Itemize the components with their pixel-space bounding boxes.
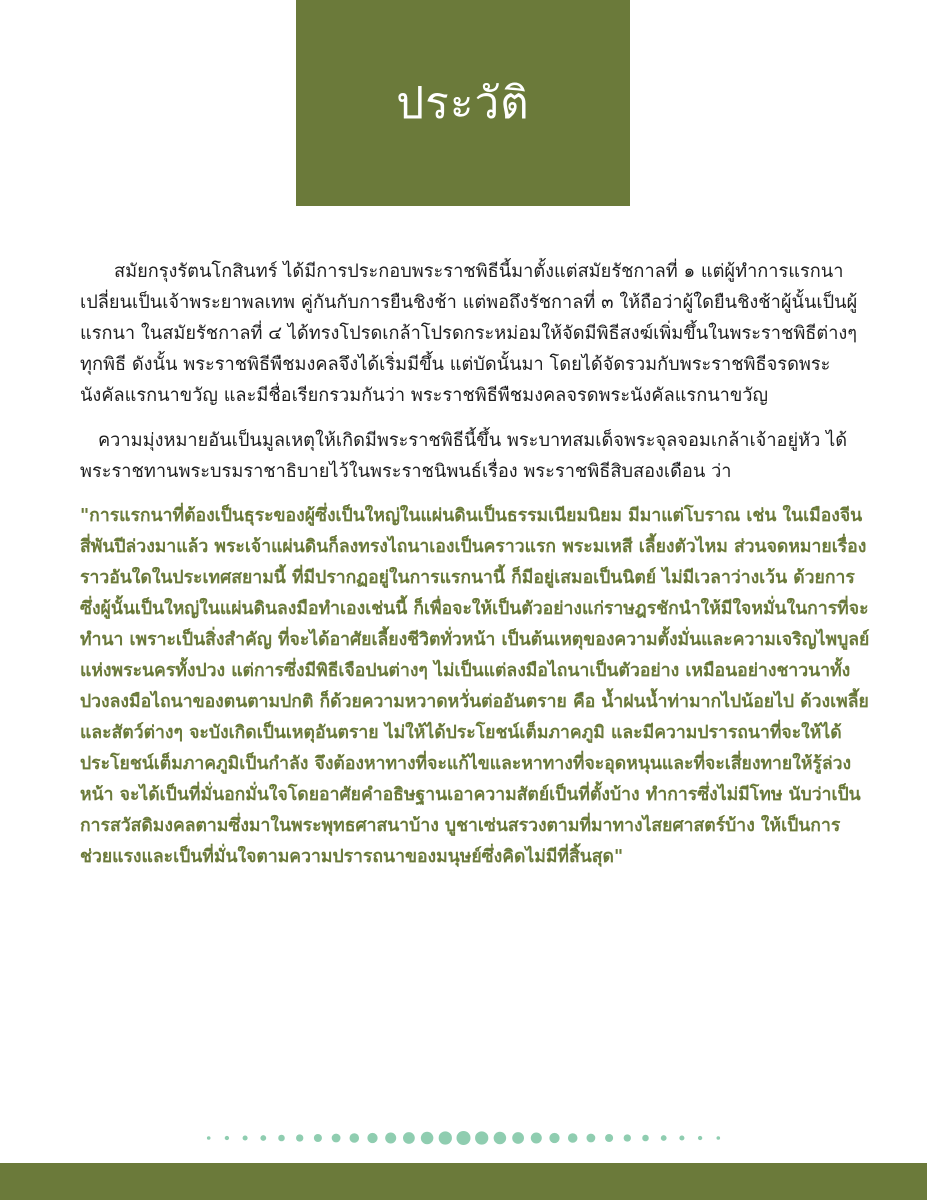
- divider-dot: [207, 1136, 211, 1140]
- history-paragraph-2: ความมุ่งหมายอันเป็นมูลเหตุให้เกิดมีพระราชพิธีนี้ขึ้น พระบาทสมเด็จพระจุลจอมเกล้าเจ้าอยู่หัว ได้พระราชทานพระบรมราชาธิบายไว้ในพระราชนิพนธ์เรื่อง พระราชพิธีสิบสองเดือน ว่า: [80, 430, 848, 482]
- divider-dot: [494, 1132, 507, 1145]
- divider-dot: [225, 1136, 229, 1140]
- page-title: ประวัติ: [396, 78, 530, 129]
- divider-dot: [278, 1135, 285, 1142]
- divider-dot: [332, 1134, 341, 1143]
- divider-dot: [314, 1134, 322, 1142]
- divider-dot: [698, 1136, 702, 1140]
- divider-dot: [243, 1135, 248, 1140]
- divider-dot: [385, 1132, 396, 1143]
- divider-dot: [605, 1134, 613, 1142]
- royal-quote: "การแรกนาที่ต้องเป็นธุระของผู้ซึ่งเป็นใหญ่ในแผ่นดินเป็นธรรมเนียมนิยม มีมาแต่โบราณ เช่น ในเมืองจีนสี่พันปีล่วงมาแล้ว พระเจ้าแผ่นดินก็ลงทรงไถนาเองเป็นคราวแรก พระมเหสี เลี้ยงตัวไหม ส่วนจดหมายเรื่องราวอันใดในประเทศสยามนี้ ที่มีปรากฏอยู่ในการแรกนานี้ ก็มีอยู่เสมอเป็นนิตย์ ไม่มีเวลาว่างเว้น ด้วยการซึ่งผู้นั้นเป็นใหญ่ในแผ่นดินลงมือทำเองเช่นนี้ ก็เพื่อจะให้เป็นตัวอย่างแก่ราษฎรชักนำให้มีใจหมั่นในการที่จะทำนา เพราะเป็นสิ่งสำคัญ ที่จะได้อาศัยเลี้ยงชีวิตทั่วหน้า เป็นต้นเหตุของความตั้งมั่นและความเจริญไพบูลย์ แห่งพระนครทั้งปวง แต่การซึ่งมีพิธีเจือปนต่างๆ ไม่เป็นแต่ลงมือไถนาเป็นตัวอย่าง เหมือนอย่างชาวนาทั้งปวงลงมือไถนาของตนตามปกติ ก็ด้วยความหวาดหวั่นต่ออันตราย คือ น้ำฝนน้ำท่ามากไปน้อยไป ด้วงเพลี้ยและสัตว์ต่างๆ จะบังเกิดเป็นเหตุอันตราย ไม่ให้ได้ประโยชน์เต็มภาคภูมิ และมีความปรารถนาที่จะให้ได้ประโยชน์เต็มภาคภูมิเป็นกำลัง จึงต้องหาทางที่จะแก้ไขและหาทางที่จะอุดหนุนและที่จะเสี่ยงทายให้รู้ล่วงหน้า จะได้เป็นที่มั่นอกมั่นใจโดยอาศัยคำอธิษฐานเอาความสัตย์เป็นที่ตั้งบ้าง ทำการซึ่งไม่มีโทษ นับว่าเป็นการสวัสดิมงคลตามซึ่งมาในพระพุทธศาสนาบ้าง บูชาเซ่นสรวงตามที่มาทางไสยศาสตร์บ้าง ให้เป็นการช่วยแรงและเป็นที่มั่นใจตามความปรารถนาของมนุษย์ซึ่งคิดไม่มีที่สิ้นสุด": [80, 506, 870, 867]
- divider-dot: [531, 1132, 542, 1143]
- divider-dot: [457, 1131, 471, 1145]
- divider-dot: [512, 1132, 524, 1144]
- divider-dot: [568, 1133, 578, 1143]
- title-banner: [296, 0, 630, 206]
- history-paragraph-1: สมัยกรุงรัตนโกสินทร์ ได้มีการประกอบพระราชพิธีนี้มาตั้งแต่สมัยรัชกาลที่ ๑ แต่ผู้ทำการแรกนาเปลี่ยนเป็นเจ้าพระยาพลเทพ คู่กันกับการยืนชิงช้า แต่พอถึงรัชกาลที่ ๓ ให้ถือว่าผู้ใดยืนชิงช้าผู้นั้นเป็นผู้แรกนา ในสมัยรัชกาลที่ ๔ ได้ทรงโปรดเกล้าโปรดกระหม่อมให้จัดมีพิธีสงฆ์เพิ่มขึ้นในพระราชพิธีต่างๆ ทุกพิธี ดังนั้น พระราชพิธีพืชมงคลจึงได้เริ่มมีขึ้น แต่บัดนั้นมา โดยได้จัดรวมกับพระราชพิธีจรดพระนังคัลแรกนาขวัญ และมีชื่อเรียกรวมกันว่า พระราชพิธีพืชมงคลจรดพระนังคัลแรกนาขวัญ: [80, 261, 858, 406]
- divider-dot: [549, 1133, 559, 1143]
- divider-dot: [439, 1131, 452, 1144]
- divider-dot: [587, 1134, 596, 1143]
- dot-divider: [0, 1131, 927, 1145]
- divider-dot: [350, 1133, 360, 1143]
- divider-dot: [642, 1135, 649, 1142]
- divider-dot: [367, 1133, 377, 1143]
- divider-dot: [624, 1134, 631, 1141]
- divider-dot: [260, 1135, 266, 1141]
- divider-dot: [475, 1131, 488, 1144]
- divider-dot: [296, 1134, 303, 1141]
- footer-bar: [0, 1163, 927, 1200]
- main-content: [80, 256, 872, 873]
- divider-dot: [421, 1132, 434, 1145]
- divider-dot: [679, 1135, 684, 1140]
- divider-dot: [661, 1135, 667, 1141]
- divider-dot: [403, 1132, 415, 1144]
- divider-dot: [717, 1136, 721, 1140]
